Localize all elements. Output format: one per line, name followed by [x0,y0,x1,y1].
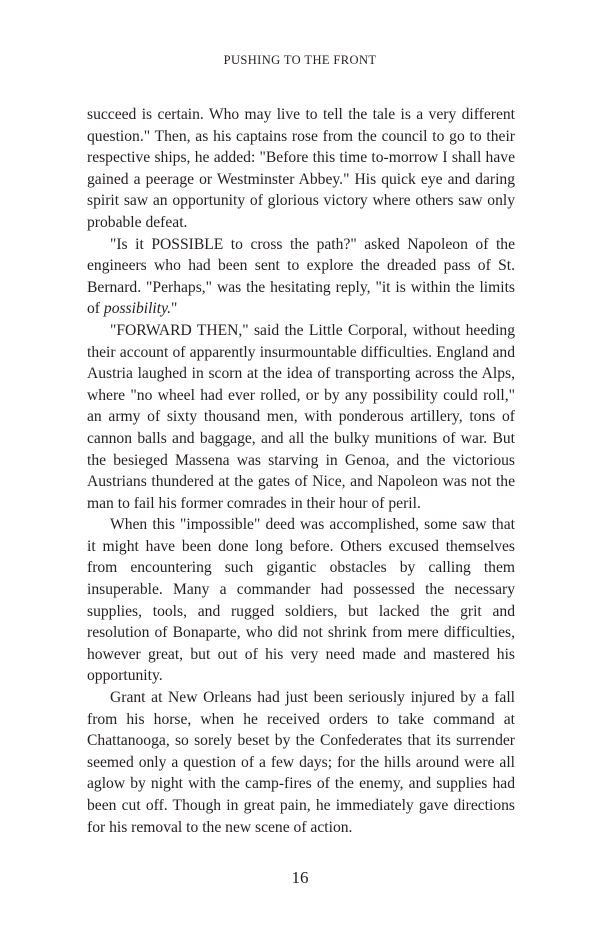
emphasized-word: possibility. [103,300,172,318]
paragraph-continued: succeed is certain. Who may live to tell the tale is a very different question." Then, as his captains rose from the council to go to their respective ships, he added: "Before this time to-morrow I shall have gained a peerage or Westminster Abbey." His quick eye and daring spirit saw an opportunity of glorious victory where others saw only probable defeat. [87,106,515,231]
paragraph-impossible-deed: When this "impossible" deed was accomplished, some saw that it might have been done long before. Others excused themselves from encountering such gigantic obstacles by calling them insuperable. Many a commander had possessed the necessary supplies, tools, and rugged soldiers, but lacked the grit and resolution of Bonaparte, who did not shrink from mere difficulties, however great, but out of his very need made and mastered his opportunity. [87,516,515,685]
page-number: 16 [291,868,309,887]
paragraph-napoleon-question [87,234,515,320]
paragraph-grant: Grant at New Orleans had just been seriously injured by a fall from his horse, when he received orders to take command at Chattanooga, so sorely beset by the Confederates that its surrender seemed only a question of a few days; for the hills around were all aglow by night with the camp-fires of the enemy, and supplies had been cut off. Though in great pain, he immediately gave directions for his removal to the new scene of action. [87,689,515,836]
paragraph-text: "Is it POSSIBLE to cross the path?" asked Napoleon of the engineers who had been sent to explore the dreaded pass of St. Bernard. "Perhaps," was the hesitating reply, "it is within the limits of [87,235,515,318]
paragraph-forward-then: "FORWARD THEN," said the Little Corporal, without heeding their account of apparently insurmountable difficulties. England and Austria laughed in scorn at the idea of transporting across the Alps, where "no wheel had ever rolled, or by any possibility could roll," an army of sixty thousand men, with ponderous artillery, tons of cannon balls and baggage, and all the bulky munitions of war. But the besieged Massena was starving in Genoa, and the victorious Austrians thundered at the gates of Nice, and Napoleon was not the man to fail his former comrades in their hour of peril. [87,321,515,512]
paragraph-text-closing: " [171,300,178,318]
running-head: PUSHING TO THE FRONT [223,53,377,67]
body-text [87,104,515,838]
